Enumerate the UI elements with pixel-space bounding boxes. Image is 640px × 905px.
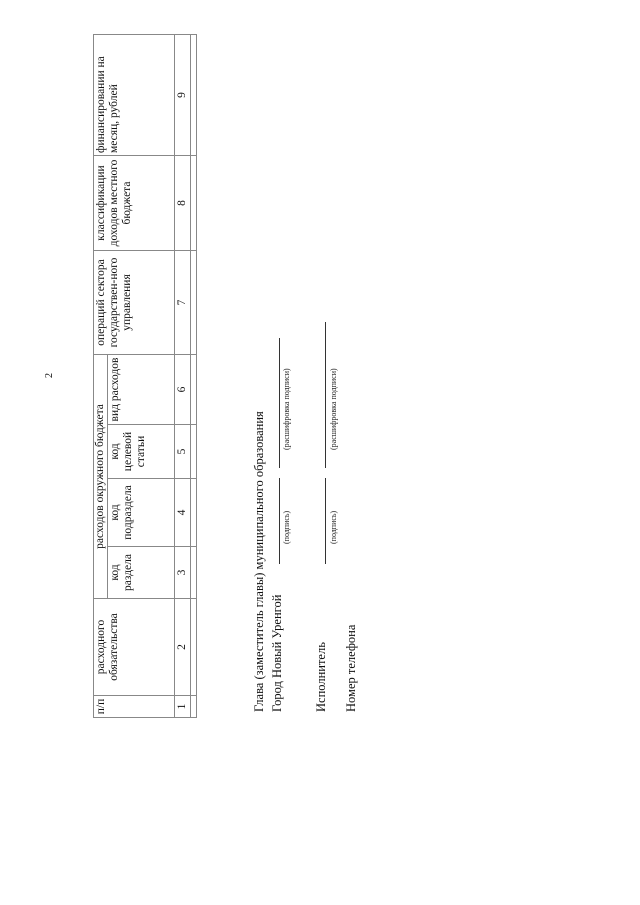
header-cell-pp: п/п xyxy=(94,696,175,718)
head-signature-line xyxy=(279,478,280,564)
financing-table-container xyxy=(93,35,198,718)
head-title-line2: Город Новый Уренгой xyxy=(270,594,284,712)
number-cell: 8 xyxy=(175,155,191,250)
header-cell-expense-type: вид расходов xyxy=(108,354,175,424)
table-header-row-1 xyxy=(94,34,108,717)
blank-cell xyxy=(191,696,197,718)
page-number: 2 xyxy=(44,373,55,378)
header-cell-section-code: код раздела xyxy=(108,547,175,599)
head-decode-line xyxy=(279,338,280,468)
blank-cell xyxy=(191,354,197,424)
number-cell: 1 xyxy=(175,696,191,718)
head-decode-caption: (расшифровка подписи) xyxy=(282,368,291,450)
blank-cell xyxy=(191,155,197,250)
number-cell: 5 xyxy=(175,425,191,479)
number-cell: 4 xyxy=(175,479,191,547)
phone-label: Номер телефона xyxy=(344,624,358,712)
executor-decode-caption: (расшифровка подписи) xyxy=(329,368,338,450)
head-title-line1: Глава (заместитель главы) муниципального образования xyxy=(252,411,266,712)
blank-cell xyxy=(191,599,197,696)
blank-cell xyxy=(191,34,197,155)
header-cell-classification: классификации доходов местного бюджета xyxy=(94,155,175,250)
head-signature-caption: (подпись) xyxy=(282,510,291,544)
header-cell-budget-group: расходов окружного бюджета xyxy=(94,354,108,598)
header-cell-target-code: код целевой статьи xyxy=(108,425,175,479)
blank-cell xyxy=(191,547,197,599)
blank-cell xyxy=(191,250,197,354)
header-cell-operations: операций сектора государствен-ного управления xyxy=(94,250,175,354)
executor-signature-line xyxy=(325,478,326,564)
header-cell-financing: финансировании на месяц, рублей xyxy=(94,34,175,155)
financing-table xyxy=(93,34,197,718)
number-cell: 6 xyxy=(175,354,191,424)
executor-decode-line xyxy=(325,322,326,468)
executor-signature-caption: (подпись) xyxy=(329,510,338,544)
executor-label: Исполнитель xyxy=(314,642,328,712)
table-number-row xyxy=(175,34,191,717)
number-cell: 9 xyxy=(175,34,191,155)
number-cell: 3 xyxy=(175,547,191,599)
signature-block xyxy=(252,292,362,712)
header-cell-subsection-code: код подраздела xyxy=(108,479,175,547)
number-cell: 2 xyxy=(175,599,191,696)
blank-cell xyxy=(191,425,197,479)
blank-cell xyxy=(191,479,197,547)
header-cell-obligation: расходного обязательства xyxy=(94,599,175,696)
table-blank-row xyxy=(191,34,197,717)
number-cell: 7 xyxy=(175,250,191,354)
